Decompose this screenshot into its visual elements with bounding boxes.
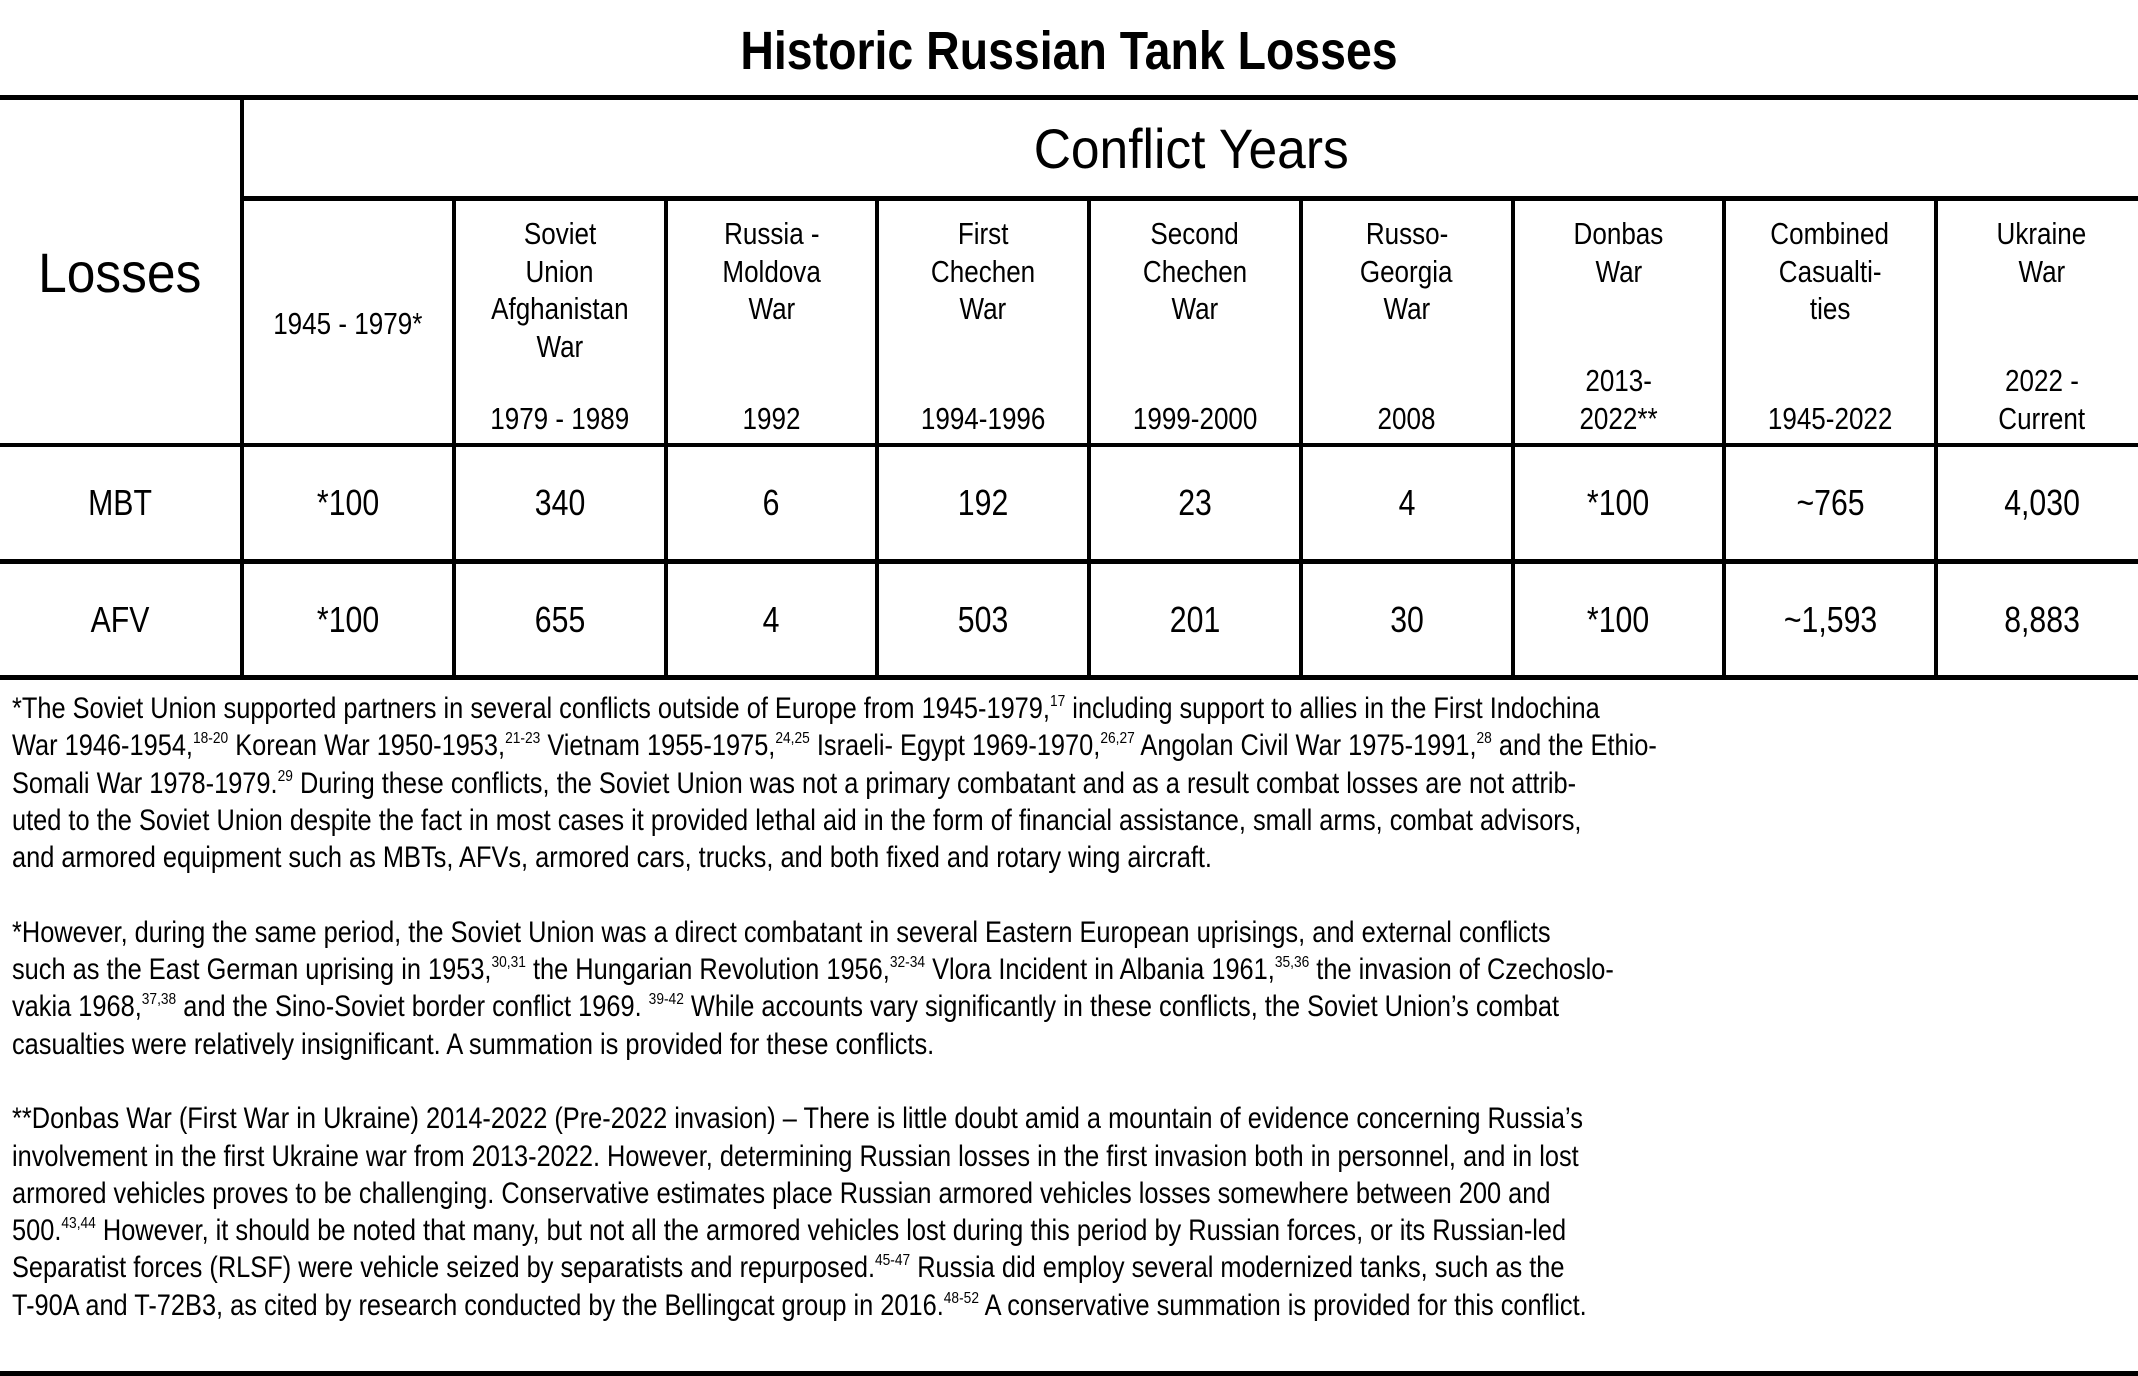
footnote-text: Separatist forces (RLSF) were vehicle seized by separatists and repurposed. xyxy=(12,1251,875,1285)
column-header-years: 1992 xyxy=(742,400,801,436)
column-header-name: Afghanistan xyxy=(490,291,629,326)
column-header-name: War xyxy=(959,291,1007,326)
table-cell xyxy=(1513,564,1725,676)
column-header xyxy=(1301,201,1513,443)
column-header-name: War xyxy=(747,291,795,326)
table-cell xyxy=(1724,564,1936,676)
citation-superscript: 43,44 xyxy=(61,1215,96,1233)
cell-value: 8,883 xyxy=(2004,599,2080,640)
footnote-line xyxy=(12,1100,1835,1137)
column-header-name: Second xyxy=(1150,216,1240,251)
cell-value: *100 xyxy=(316,482,379,523)
column-header-name: Georgia xyxy=(1360,253,1453,289)
footnote-paragraph xyxy=(12,1100,2132,1324)
column-header xyxy=(666,201,878,443)
footnote-text: Somali War 1978-1979. xyxy=(12,766,278,800)
conflict-years-label: Conflict Years xyxy=(1033,116,1349,180)
table-cell xyxy=(454,564,666,676)
footnote-line xyxy=(12,1212,1835,1249)
cell-value: 503 xyxy=(957,599,1009,640)
table-cell xyxy=(666,564,878,676)
footnote-line xyxy=(12,765,1835,802)
column-header-name: Combined xyxy=(1770,216,1890,251)
row-label-text: MBT xyxy=(88,482,152,523)
column-header xyxy=(1724,201,1936,443)
cell-value: 23 xyxy=(1178,482,1212,523)
footnote-text: and armored equipment such as MBTs, AFVs, armored cars, trucks, and both fixed and rotary wing aircraft. xyxy=(12,841,1212,875)
column-header-name: Ukraine xyxy=(1996,216,2087,251)
cell-value: 6 xyxy=(762,482,780,523)
footnote-text: uted to the Soviet Union despite the fact in most cases it provided lethal aid in the form of financial assistance, small arms, combat advisors, xyxy=(12,803,1582,837)
column-header-name: Moldova xyxy=(722,253,821,289)
footnote-text: and the Ethio- xyxy=(1491,729,1657,763)
table-cell xyxy=(1089,564,1301,676)
citation-superscript: 29 xyxy=(277,767,293,785)
column-header-name: Union xyxy=(525,253,594,289)
cell-value: 4 xyxy=(1398,482,1416,523)
column-header-name: First xyxy=(957,216,1009,251)
column-header-years: 1945-2022 xyxy=(1767,400,1893,436)
footnote-text: A conservative summation is provided for this conflict. xyxy=(978,1288,1587,1322)
citation-superscript: 45-47 xyxy=(874,1252,911,1270)
footnote-text: the invasion of Czechoslo- xyxy=(1309,953,1614,987)
table-cell xyxy=(666,447,878,559)
citation-superscript: 32-34 xyxy=(889,954,926,972)
column-header xyxy=(454,201,666,443)
footnote-text: casualties were relatively insignificant. A summation is provided for these conflicts. xyxy=(12,1027,935,1061)
footnote-text: T-90A and T-72B3, as cited by research conducted by the Bellingcat group in 2016. xyxy=(12,1288,944,1322)
footnote-text: and the Sino-Soviet border conflict 1969. xyxy=(176,990,649,1024)
table-cell xyxy=(1724,447,1936,559)
footnote-text: War 1946-1954, xyxy=(12,729,193,763)
table-cell xyxy=(242,447,454,559)
cell-value: 655 xyxy=(534,599,585,640)
column-header-name: Russo- xyxy=(1365,216,1448,251)
cell-value: 340 xyxy=(534,482,585,523)
footnote-text: Israeli- Egypt 1969-1970, xyxy=(809,729,1101,763)
citation-superscript: 35,36 xyxy=(1274,954,1310,972)
column-header-years: 2022 - xyxy=(2004,363,2079,398)
footnote-text: However, it should be noted that many, but not all the armored vehicles lost during this period by Russian forces, or its Russian-led xyxy=(95,1214,1567,1248)
table-cell xyxy=(1936,447,2138,559)
footnote-text: armored vehicles proves to be challenging. Conservative estimates place Russian armored vehicles losses somewhere between 200 and xyxy=(12,1176,1551,1210)
cell-value: 4 xyxy=(762,599,780,640)
column-header-name: Casualti- xyxy=(1778,253,1882,289)
cell-value: *100 xyxy=(1587,482,1650,523)
table-cell xyxy=(1513,447,1725,559)
citation-superscript: 30,31 xyxy=(491,954,526,972)
footnote-text: *The Soviet Union supported partners in several conflicts outside of Europe from 1945-1979, xyxy=(12,692,1050,725)
cell-value: 4,030 xyxy=(2004,482,2080,523)
footnote-line xyxy=(12,1249,1835,1286)
footnote-text: 500. xyxy=(12,1214,62,1248)
footnote-line xyxy=(12,727,1835,764)
column-header-name: ties xyxy=(1809,291,1851,326)
table-cell xyxy=(877,447,1089,559)
column-header-name: War xyxy=(1171,291,1219,326)
footnote-line xyxy=(12,1175,1835,1212)
footnote-text: the Hungarian Revolution 1956, xyxy=(525,953,890,987)
footnote-line xyxy=(12,1138,1835,1175)
cell-value: 201 xyxy=(1169,599,1221,640)
column-header xyxy=(1089,201,1301,443)
table-cell xyxy=(877,564,1089,676)
column-header-name: War xyxy=(2018,253,2066,289)
cell-value: ~1,593 xyxy=(1783,599,1877,640)
footnote-line xyxy=(12,1026,1835,1063)
column-header xyxy=(1936,201,2138,443)
column-header-name: Soviet xyxy=(523,216,596,251)
footnotes xyxy=(12,690,2132,1324)
column-header xyxy=(877,201,1089,443)
footnote-text: While accounts vary significantly in these conflicts, the Soviet Union’s combat xyxy=(683,990,1560,1024)
footnote-line xyxy=(12,951,1835,988)
footnote-text: Korean War 1950-1953, xyxy=(228,729,506,763)
row-label xyxy=(0,564,240,676)
column-header-name: Chechen xyxy=(1142,253,1247,289)
column-header-years: 1979 - 1989 xyxy=(490,400,630,436)
citation-superscript: 17 xyxy=(1049,693,1066,710)
citation-superscript: 28 xyxy=(1476,730,1492,748)
footnote-text: Vlora Incident in Albania 1961, xyxy=(925,953,1275,987)
group-header xyxy=(244,100,2138,196)
column-header-years: 1945 - 1979* xyxy=(273,306,423,341)
footnote-paragraph xyxy=(12,914,2132,1063)
table-cell xyxy=(454,447,666,559)
footnote-text: including support to allies in the First Indochina xyxy=(1065,692,1600,725)
column-header-years: 2008 xyxy=(1377,400,1436,436)
column-header-years: 2013- xyxy=(1585,363,1652,398)
cell-value: *100 xyxy=(1587,599,1650,640)
footnote-text: such as the East German uprising in 1953, xyxy=(12,953,492,987)
footnote-text: Vietnam 1955-1975, xyxy=(540,729,776,763)
column-header-name: War xyxy=(1383,291,1431,326)
footnote-line xyxy=(12,690,1835,727)
page-bottom-border xyxy=(0,1371,2138,1376)
cell-value: 192 xyxy=(957,482,1009,523)
column-header-name: Chechen xyxy=(931,253,1036,289)
footnote-paragraph xyxy=(12,690,2132,876)
column-header xyxy=(1513,201,1725,443)
column-header-years: Current xyxy=(1998,400,2086,436)
column-header-name: War xyxy=(536,328,584,364)
cell-value: ~765 xyxy=(1796,482,1865,523)
footnote-line xyxy=(12,802,1835,839)
footnote-text: **Donbas War (First War in Ukraine) 2014-2022 (Pre-2022 invasion) – There is little doubt amid a mountain of evidence concerning Russia’s xyxy=(12,1102,1583,1136)
row-label xyxy=(0,447,240,559)
footnote-text: During these conflicts, the Soviet Union was not a primary combatant and as a result combat losses are not attrib- xyxy=(292,766,1577,800)
row-header-label xyxy=(0,100,240,445)
column-header-name: Russia - xyxy=(723,216,820,251)
citation-superscript: 24,25 xyxy=(775,730,810,748)
column-header-years: 1994-1996 xyxy=(920,400,1046,436)
citation-superscript: 48-52 xyxy=(943,1289,979,1307)
table-cell xyxy=(1089,447,1301,559)
column-header-name: Donbas xyxy=(1573,216,1664,251)
citation-superscript: 18-20 xyxy=(192,730,229,748)
cell-value: *100 xyxy=(316,599,379,640)
footnote-line xyxy=(12,1287,1835,1324)
column-header-years: 1999-2000 xyxy=(1132,400,1258,436)
footnote-text: vakia 1968, xyxy=(12,990,142,1024)
footnote-line xyxy=(12,988,1835,1025)
footnote-text: *However, during the same period, the Soviet Union was a direct combatant in several Eastern European uprisings, and external conflicts xyxy=(12,915,1551,949)
footnote-line xyxy=(12,914,1835,951)
table-cell xyxy=(1936,564,2138,676)
table-cell xyxy=(1301,564,1513,676)
footnote-text: Angolan Civil War 1975-1991, xyxy=(1134,729,1477,763)
column-header-years: 2022** xyxy=(1579,400,1658,436)
row-label-text: AFV xyxy=(90,599,150,640)
column-header-name: War xyxy=(1594,253,1642,289)
citation-superscript: 21-23 xyxy=(505,730,541,748)
citation-superscript: 37,38 xyxy=(141,991,177,1009)
cell-value: 30 xyxy=(1389,599,1424,640)
footnote-text: involvement in the first Ukraine war from 2013-2022. However, determining Russian losses in the first invasion both in personnel, and in lost xyxy=(12,1139,1579,1173)
footnote-line xyxy=(12,839,1835,876)
citation-superscript: 26,27 xyxy=(1100,730,1135,748)
losses-label: Losses xyxy=(38,241,202,304)
table-cell xyxy=(242,564,454,676)
table-cell xyxy=(1301,447,1513,559)
column-header xyxy=(242,201,454,443)
footnote-text: Russia did employ several modernized tanks, such as the xyxy=(910,1251,1565,1285)
page-title: Historic Russian Tank Losses xyxy=(740,21,1398,81)
citation-superscript: 39-42 xyxy=(648,991,684,1009)
